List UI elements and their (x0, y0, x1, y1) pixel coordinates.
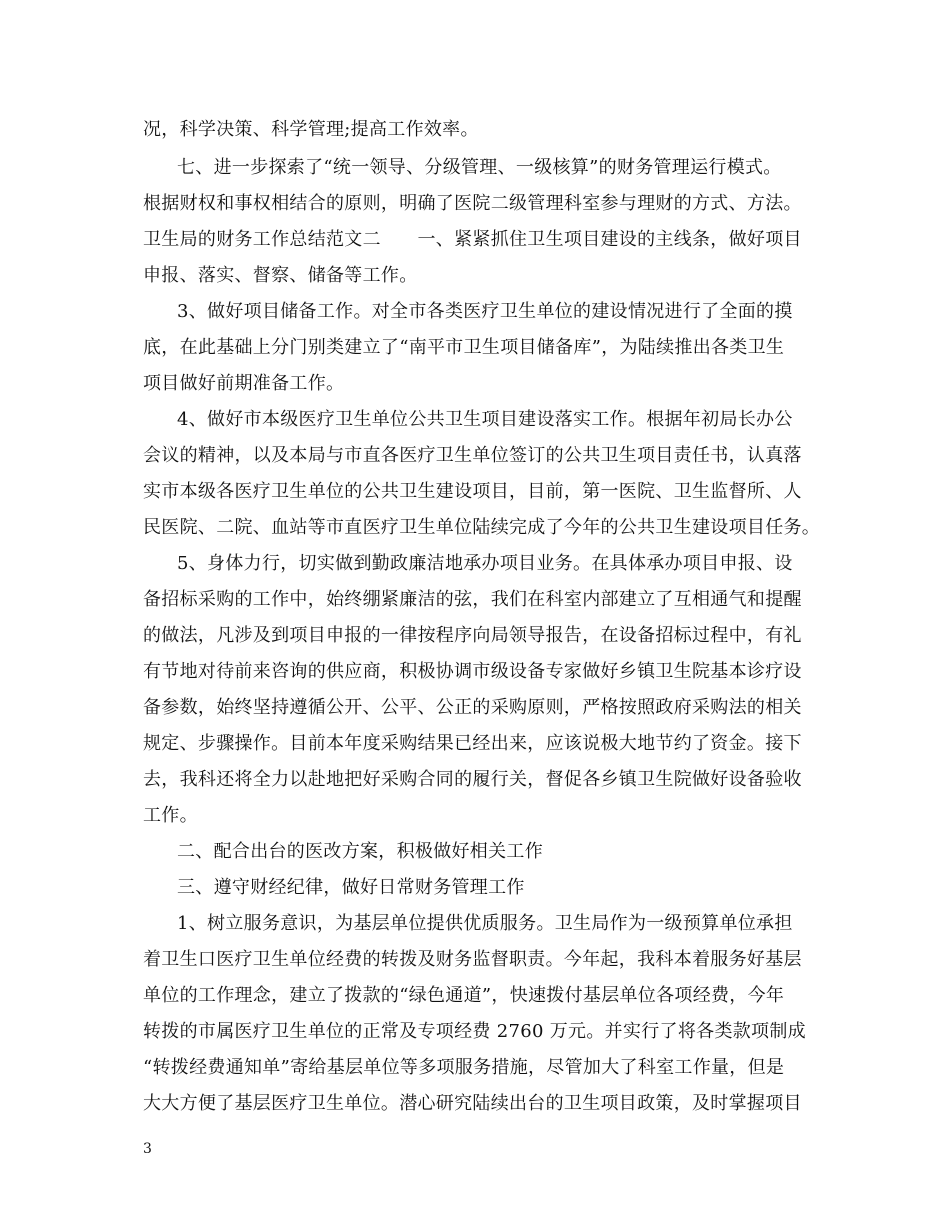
text-line: “转拨经费通知单”寄给基层单位等多项服务措施，尽管加大了科室工作量，但是 (143, 1057, 785, 1078)
text-line: 根据财权和事权相结合的原则，明确了医院二级管理科室参与理财的方式、方法。 (143, 193, 802, 214)
text-line: 实市本级各医疗卫生单位的公共卫生建设项目，目前，第一医院、卫生监督所、人 (143, 481, 802, 502)
text-line: 规定、步骤操作。目前本年度采购结果已经出来，应该说极大地节约了资金。接下 (143, 733, 802, 754)
text-line: 1、树立服务意识，为基层单位提供优质服务。卫生局作为一级预算单位承担 (177, 913, 793, 934)
text-line: 的做法，凡涉及到项目申报的一律按程序向局领导报告，在设备招标过程中，有礼 (143, 625, 802, 646)
text-line: 3、做好项目储备工作。对全市各类医疗卫生单位的建设情况进行了全面的摸 (177, 301, 793, 322)
text-line: 大大方便了基层医疗卫生单位。潜心研究陆续出台的卫生项目政策，及时掌握项目 (143, 1093, 802, 1114)
text-line: 备招标采购的工作中，始终绷紧廉洁的弦，我们在科室内部建立了互相通气和提醒 (143, 589, 802, 610)
text-line: 着卫生口医疗卫生单位经费的转拨及财务监督职责。今年起，我科本着服务好基层 (143, 949, 802, 970)
text-line: 单位的工作理念，建立了拨款的“绿色通道”，快速拨付基层单位各项经费，今年 (143, 985, 785, 1006)
text-line: 项目做好前期准备工作。 (143, 373, 345, 394)
text-line: 5、身体力行，切实做到勤政廉洁地承办项目业务。在具体承办项目申报、设 (177, 553, 793, 574)
text-line: 有节地对待前来咨询的供应商，积极协调市级设备专家做好乡镇卫生院基本诊疗设 (143, 661, 802, 682)
text-line: 会议的精神，以及本局与市直各医疗卫生单位签订的公共卫生项目责任书，认真落 (143, 445, 802, 466)
text-line: 备参数，始终坚持遵循公开、公平、公正的采购原则，严格按照政府采购法的相关 (143, 697, 802, 718)
text-line: 去，我科还将全力以赴地把好采购合同的履行关，督促各乡镇卫生院做好设备验收 (143, 769, 802, 790)
section-heading: 二、配合出台的医改方案，积极做好相关工作 (177, 841, 543, 862)
text-line: 卫生局的财务工作总结范文二 一、紧紧抓住卫生项目建设的主线条，做好项目 (143, 229, 802, 250)
text-line: 况，科学决策、科学管理;提高工作效率。 (143, 119, 479, 140)
text-line: 转拨的市属医疗卫生单位的正常及专项经费 2760 万元。并实行了将各类款项制成 (143, 1021, 806, 1042)
text-line: 4、做好市本级医疗卫生单位公共卫生项目建设落实工作。根据年初局长办公 (177, 409, 793, 430)
text-line: 民医院、二院、血站等市直医疗卫生单位陆续完成了今年的公共卫生建设项目任务。 (143, 517, 821, 538)
paragraph-heading: 七、进一步探索了“统一领导、分级管理、一级核算”的财务管理运行模式。 (177, 157, 782, 178)
text-line: 工作。 (143, 805, 198, 826)
text-line: 底，在此基础上分门别类建立了“南平市卫生项目储备库”，为陆续推出各类卫生 (143, 337, 785, 358)
text-line: 申报、落实、督察、储备等工作。 (143, 265, 418, 286)
section-heading: 三、遵守财经纪律，做好日常财务管理工作 (177, 877, 525, 898)
page-number: 3 (143, 1141, 152, 1157)
